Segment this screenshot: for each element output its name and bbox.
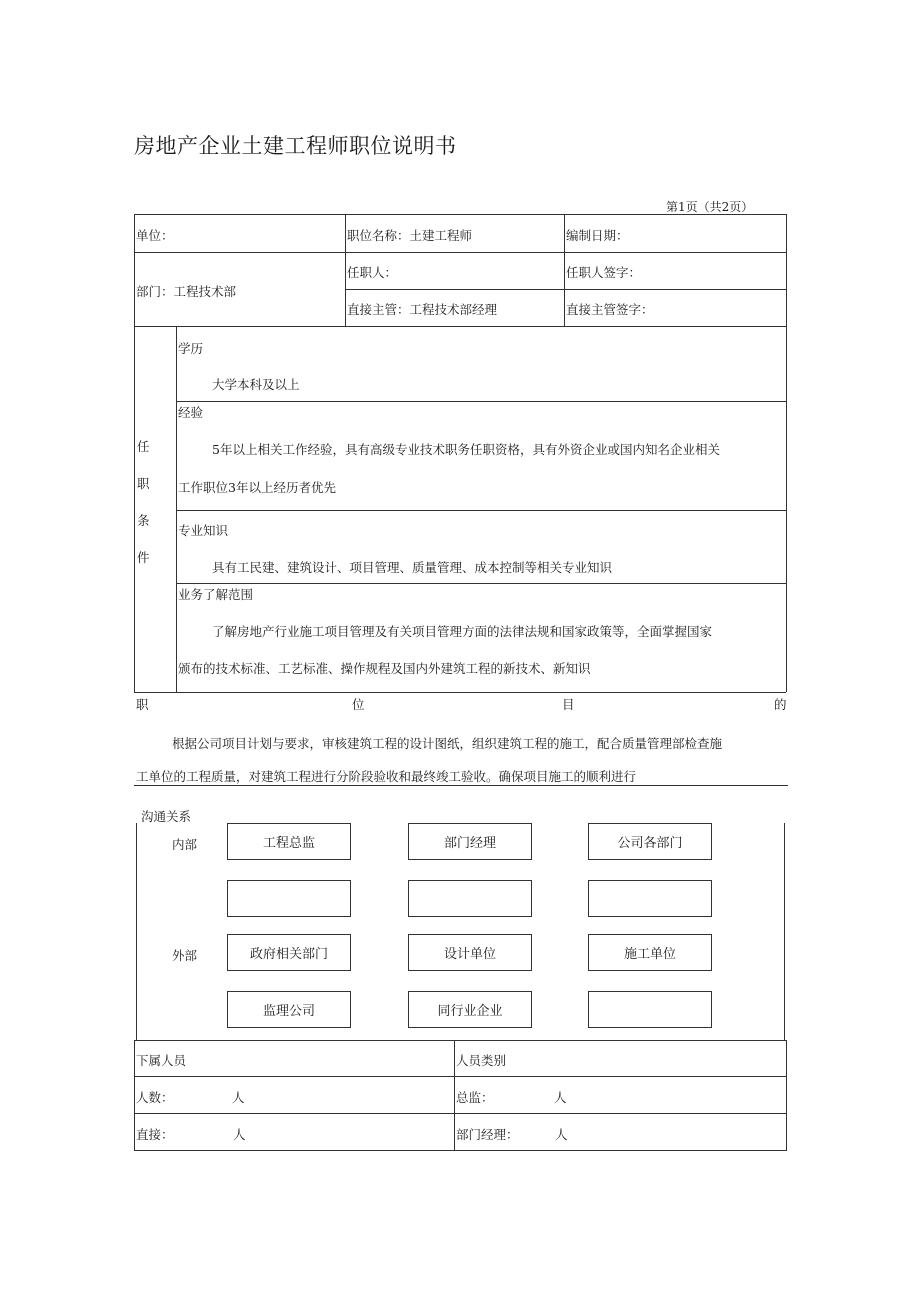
- position-name: 职位名称：土建工程师: [347, 228, 473, 243]
- table-border-left: [134, 1040, 135, 1151]
- table-line: [454, 1040, 455, 1151]
- experience-heading: 经验: [178, 405, 204, 420]
- purpose-heading-char: 目: [562, 697, 575, 712]
- scope-heading: 业务了解范围: [178, 587, 254, 602]
- purpose-text: 工单位的工程质量，对建筑工程进行分阶段验收和最终竣工验收。确保项目施工的顺利进行: [136, 769, 637, 784]
- experience-text: 工作职位3年以上经历者优先: [178, 480, 336, 495]
- contact-box-empty: [408, 880, 532, 917]
- contact-box: 公司各部门: [588, 823, 712, 860]
- education-text: 大学本科及以上: [212, 377, 300, 392]
- knowledge-text: 具有工民建、建筑设计、项目管理、质量管理、成本控制等相关专业知识: [212, 560, 613, 575]
- contact-box: 设计单位: [408, 934, 532, 971]
- purpose-heading-char: 职: [136, 697, 149, 712]
- table-line: [345, 214, 346, 326]
- contact-box: 工程总监: [227, 823, 351, 860]
- table-border-left: [134, 214, 135, 692]
- unit-person: 人: [554, 1090, 567, 1105]
- external-label: 外部: [172, 948, 198, 963]
- headcount-label: 人数：: [136, 1090, 174, 1105]
- contact-box-empty: [588, 991, 712, 1028]
- unit-person: 人: [555, 1127, 568, 1142]
- knowledge-heading: 专业知识: [178, 523, 229, 538]
- requirements-label-char: 条: [137, 513, 150, 528]
- page-title: 房地产企业土建工程师职位说明书: [134, 134, 457, 158]
- table-border-right: [786, 1040, 787, 1151]
- section-line: [136, 823, 137, 1040]
- unit-person: 人: [233, 1127, 246, 1142]
- purpose-text: 根据公司项目计划与要求，审核建筑工程的设计图纸，组织建筑工程的施工，配合质量管理部检查施: [172, 736, 723, 751]
- contact-box: 部门经理: [408, 823, 532, 860]
- table-line: [134, 1113, 786, 1114]
- section-divider: [134, 785, 788, 786]
- contact-box: 同行业企业: [408, 991, 532, 1028]
- scope-text: 颁布的技术标准、工艺标准、操作规程及国内外建筑工程的新技术、新知识: [178, 661, 591, 676]
- table-line: [564, 214, 565, 326]
- director-label: 总监：: [456, 1090, 494, 1105]
- contact-box: 施工单位: [588, 934, 712, 971]
- requirements-label-char: 件: [137, 550, 150, 565]
- table-border-right: [786, 214, 787, 692]
- purpose-heading-char: 位: [352, 697, 365, 712]
- requirements-label-char: 职: [137, 476, 150, 491]
- page-number: 第1页（共2页）: [666, 200, 754, 214]
- unit-person: 人: [232, 1090, 245, 1105]
- contact-box-empty: [227, 880, 351, 917]
- purpose-heading-char: 的: [774, 697, 787, 712]
- communication-heading: 沟通关系: [141, 809, 192, 824]
- table-border-top: [134, 214, 786, 215]
- dept-manager-label: 部门经理：: [456, 1127, 519, 1142]
- experience-text: 5年以上相关工作经验，具有高级专业技术职务任职资格，具有外资企业或国内知名企业相关: [212, 442, 720, 457]
- scope-text: 了解房地产行业施工项目管理及有关项目管理方面的法律法规和国家政策等，全面掌握国家: [212, 624, 713, 639]
- table-line: [134, 692, 786, 693]
- direct-label: 直接：: [136, 1127, 174, 1142]
- education-heading: 学历: [178, 341, 204, 356]
- subordinates-heading: 下属人员: [136, 1053, 187, 1068]
- section-line: [784, 823, 785, 1040]
- table-line: [176, 401, 786, 402]
- incumbent-signature: 任职人签字：: [566, 265, 642, 280]
- table-line: [176, 326, 177, 692]
- unit-field: 单位：: [136, 228, 174, 243]
- table-line: [134, 252, 786, 253]
- internal-label: 内部: [172, 837, 198, 852]
- table-line: [134, 326, 786, 327]
- table-line: [176, 583, 786, 584]
- contact-box: 监理公司: [227, 991, 351, 1028]
- table-border-bottom: [134, 1150, 786, 1151]
- contact-box-empty: [588, 880, 712, 917]
- table-border-top: [134, 1040, 786, 1041]
- requirements-label-char: 任: [137, 439, 150, 454]
- department: 部门：工程技术部: [136, 284, 237, 299]
- table-line: [176, 510, 786, 511]
- prepared-date: 编制日期：: [566, 228, 629, 243]
- table-line: [345, 289, 786, 290]
- personnel-category-heading: 人员类别: [456, 1053, 507, 1068]
- incumbent: 任职人：: [347, 265, 398, 280]
- contact-box: 政府相关部门: [227, 934, 351, 971]
- direct-supervisor: 直接主管：工程技术部经理: [347, 302, 498, 317]
- table-line: [134, 1076, 786, 1077]
- supervisor-signature: 直接主管签字：: [566, 302, 654, 317]
